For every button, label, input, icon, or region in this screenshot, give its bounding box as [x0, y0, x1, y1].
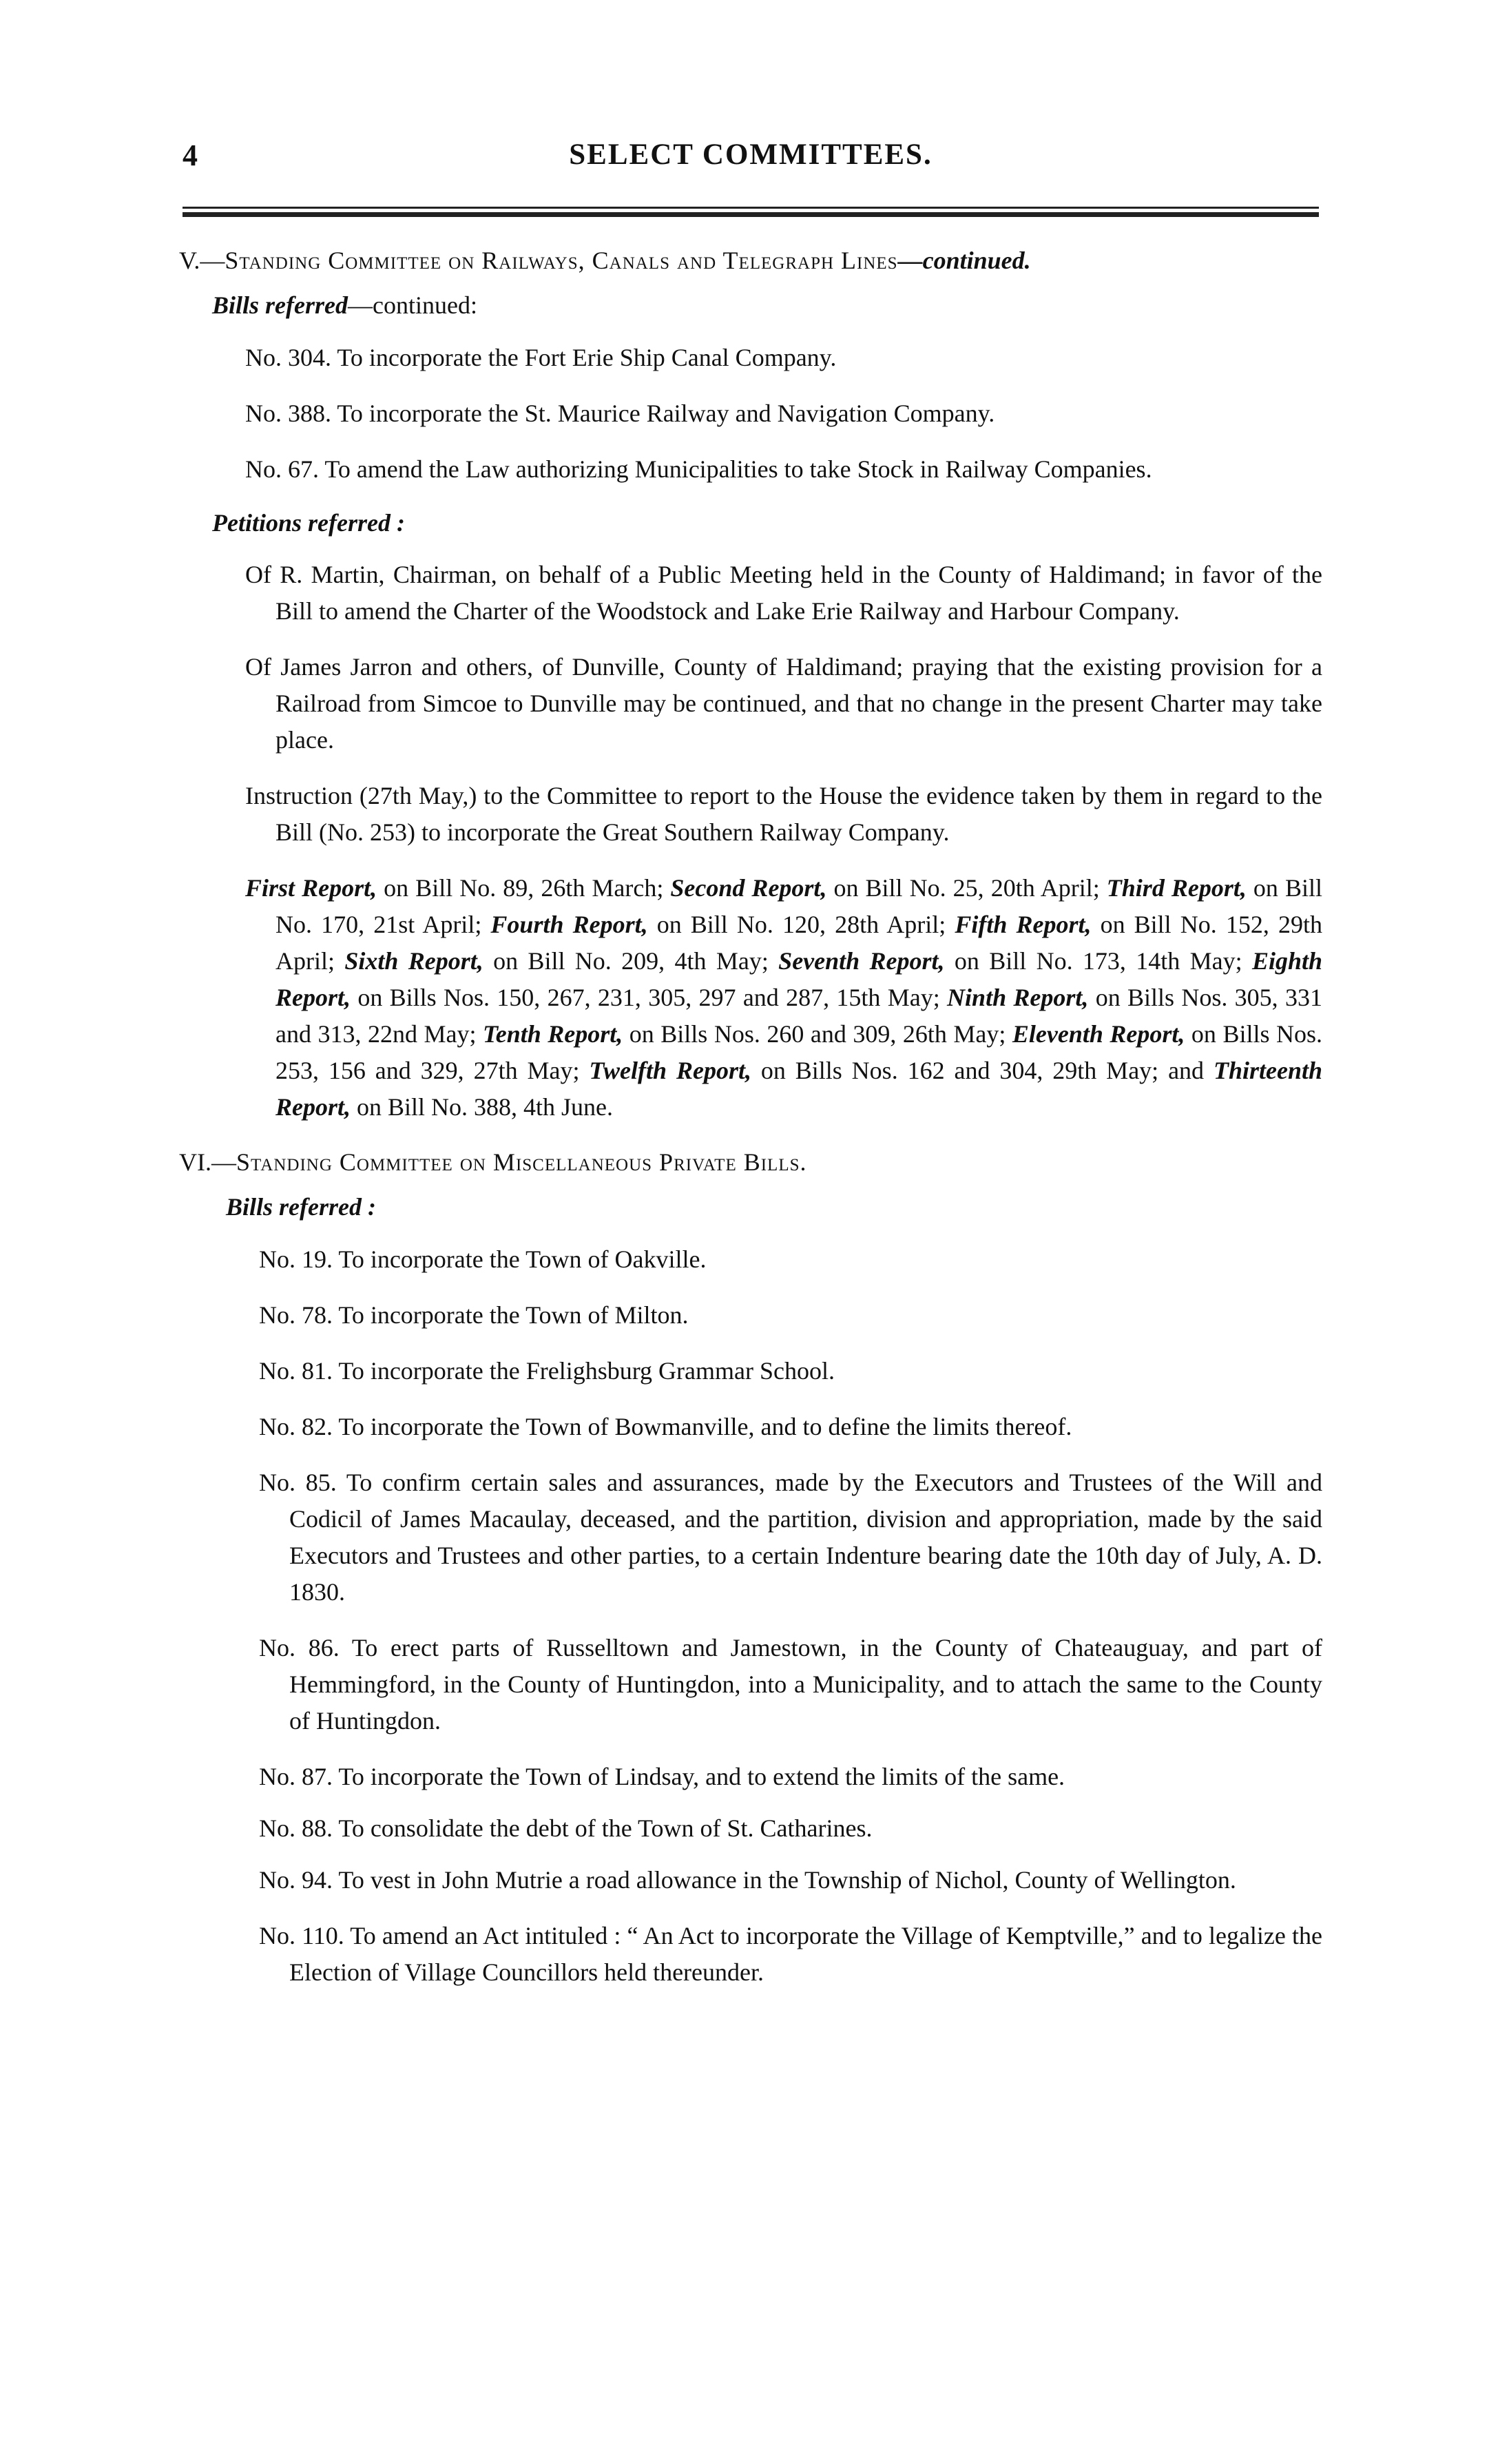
bills-referred-text: Bills referred :	[226, 1193, 376, 1221]
page-number: 4	[183, 138, 198, 172]
section-vi	[179, 1146, 1322, 1991]
report-text: on Bills Nos. 305, 331 and 313, 22nd May;	[275, 984, 1322, 1048]
bill-entry: No. 81. To incorporate the Frelighsburg Grammar School.	[259, 1356, 835, 1385]
petitions-referred-text: Petitions referred :	[212, 508, 405, 537]
bill-entry: No. 88. To consolidate the debt of the Town of St. Catharines.	[259, 1814, 873, 1842]
report-text: on Bill No. 25, 20th April;	[826, 874, 1107, 902]
running-title: SELECT COMMITTEES.	[569, 138, 933, 171]
section-v-continued: —continued.	[897, 247, 1031, 274]
bills-referred-label	[226, 1191, 1322, 1223]
report-name: Eleventh Report,	[1012, 1020, 1185, 1048]
document-page	[179, 124, 1322, 2010]
report-text: on Bills Nos. 253, 156 and 329, 27th May;	[275, 1020, 1322, 1085]
report-name: First Report,	[245, 874, 377, 902]
header-rule	[183, 207, 1319, 217]
bill-entry: No. 86. To erect parts of Russelltown and Jamestown, in the County of Chateauguay, and part of Hemmingford, in the County of Huntingdon, into a Municipality, and to attach the same to the County of Huntingdon.	[259, 1633, 1322, 1735]
report-name: Thirteenth Report,	[275, 1057, 1322, 1121]
report-text: on Bills Nos. 162 and 304, 29th May; and	[751, 1057, 1214, 1085]
bills-referred-text: Bills referred	[212, 291, 348, 319]
section-vi-title: Standing Committee on Miscellaneous Private Bills.	[236, 1148, 807, 1177]
section-v-heading	[179, 245, 1322, 277]
bill-entry: No. 304. To incorporate the Fort Erie Ship Canal Company.	[245, 343, 837, 371]
bill-entry: No. 110. To amend an Act intituled : “ An Act to incorporate the Village of Kemptville,” and to legalize the Election of Village Councillors held thereunder.	[259, 1921, 1322, 1986]
report-text: on Bill No. 170, 21st April;	[275, 874, 1322, 939]
bill-entry: No. 388. To incorporate the St. Maurice Railway and Navigation Company.	[245, 399, 995, 427]
petitions-referred-label	[212, 507, 1322, 539]
bill-entry: No. 87. To incorporate the Town of Lindsay, and to extend the limits of the same.	[259, 1762, 1065, 1790]
report-name: Eighth Report,	[275, 947, 1323, 1012]
petition-entry: Of R. Martin, Chairman, on behalf of a Public Meeting held in the County of Haldimand; in favor of the Bill to amend the Charter of the Woodstock and Lake Erie Railway and Harbour Company.	[245, 561, 1322, 625]
report-name: Seventh Report,	[778, 947, 945, 975]
section-v-number: V.—	[179, 247, 225, 274]
report-text: on Bill No. 89, 26th March;	[377, 874, 671, 902]
bills-referred-label	[212, 289, 1322, 322]
section-vi-number: VI.—	[179, 1148, 236, 1177]
report-name: Third Report,	[1106, 874, 1247, 902]
report-name: Sixth Report,	[344, 947, 483, 975]
bill-entry: No. 94. To vest in John Mutrie a road allowance in the Township of Nichol, County of Wellington.	[259, 1865, 1236, 1894]
bill-entry: No. 85. To confirm certain sales and assurances, made by the Executors and Trustees of the Will and Codicil of James Macaulay, deceased, and the partition, division and appropriation, made by the said Executors and Trustees and other parties, to a certain Indenture bearing date the 10th day of July, A. D. 1830.	[259, 1468, 1322, 1606]
section-v-title: Standing Committee on Railways, Canals and Telegraph Lines	[225, 247, 898, 274]
report-name: Second Report,	[670, 874, 827, 902]
report-name: Ninth Report,	[947, 984, 1089, 1012]
report-text: on Bill No. 120, 28th April;	[647, 911, 955, 939]
committee-reports	[245, 870, 1322, 1126]
bill-entry: No. 67. To amend the Law authorizing Municipalities to take Stock in Railway Companies.	[245, 455, 1152, 483]
report-name: Fifth Report,	[955, 911, 1092, 939]
report-name: Fourth Report,	[490, 911, 648, 939]
page-header	[179, 124, 1322, 207]
instruction-entry: Instruction (27th May,) to the Committee to report to the House the evidence taken by them in regard to the Bill (No. 253) to incorporate the Great Southern Railway Company.	[245, 782, 1322, 847]
report-text: on Bill No. 152, 29th April;	[275, 911, 1322, 975]
bill-entry: No. 82. To incorporate the Town of Bowmanville, and to define the limits thereof.	[259, 1412, 1072, 1440]
bill-entry: No. 78. To incorporate the Town of Milton.	[259, 1301, 689, 1329]
report-name: Tenth Report,	[483, 1020, 623, 1048]
section-v	[179, 245, 1322, 1126]
report-text: on Bill No. 173, 14th May;	[944, 947, 1252, 975]
report-text: on Bills Nos. 150, 267, 231, 305, 297 and 287, 15th May;	[351, 984, 948, 1012]
report-text: on Bill No. 209, 4th May;	[483, 947, 779, 975]
report-text: on Bill No. 388, 4th June.	[351, 1093, 614, 1121]
report-name: Twelfth Report,	[589, 1057, 751, 1085]
petition-entry: Of James Jarron and others, of Dunville, County of Haldimand; praying that the existing provision for a Railroad from Simcoe to Dunville may be continued, and that no change in the present Charter may take place.	[245, 653, 1322, 754]
bill-entry: No. 19. To incorporate the Town of Oakville.	[259, 1245, 707, 1273]
report-text: on Bills Nos. 260 and 309, 26th May;	[623, 1020, 1012, 1048]
section-vi-heading	[179, 1146, 1322, 1179]
bills-referred-suffix: —continued:	[347, 291, 477, 319]
